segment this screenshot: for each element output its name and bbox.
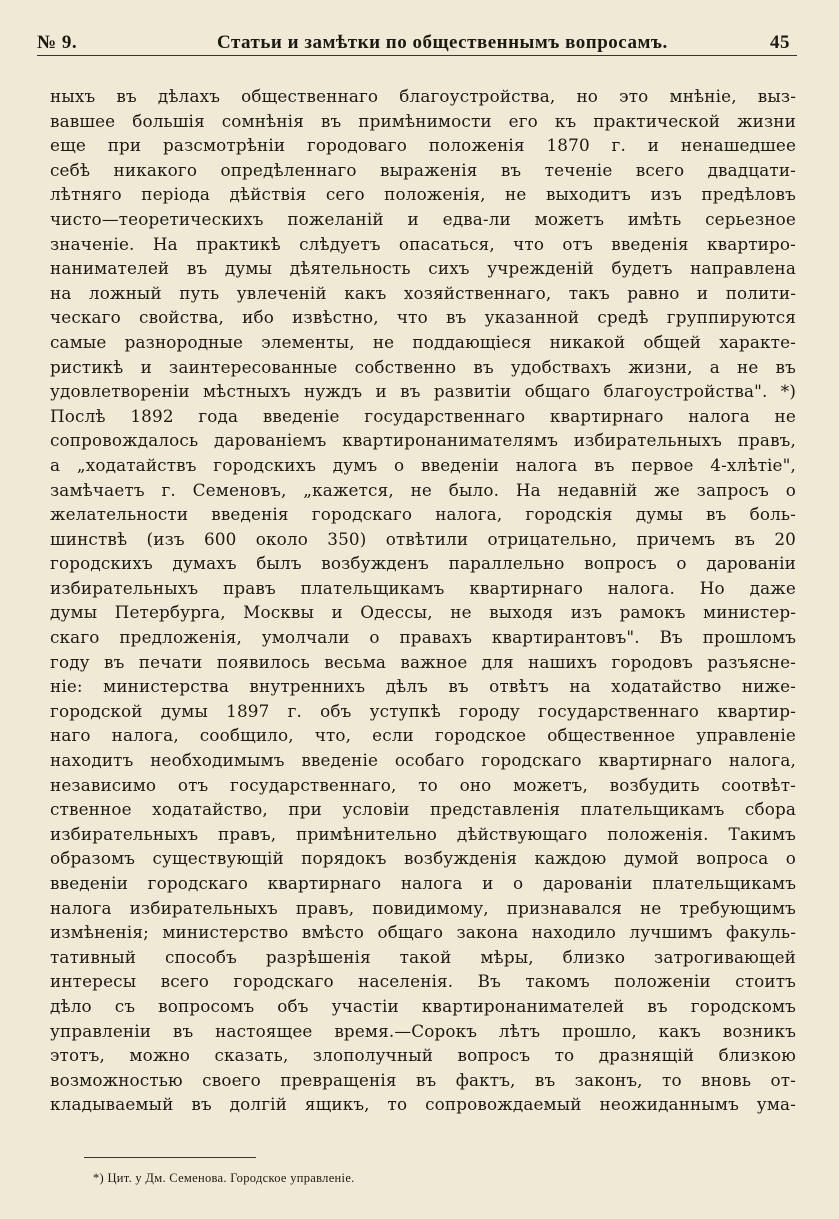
text-line: интересы всего городскаго населенія. Въ такомъ положеніи стоитъ xyxy=(50,971,796,992)
text-line: желательности введенія городскаго налога, городскія думы въ боль- xyxy=(50,504,796,525)
text-line: себѣ никакого опредѣленнаго выраженія въ теченіе всего двадцати- xyxy=(50,159,796,180)
text-line: городской думы 1897 г. объ уступкѣ городу государственнаго квартир- xyxy=(50,700,796,721)
text-line: сопровождалось дарованіемъ квартиронанимателямъ избирательныхъ правъ, xyxy=(50,430,796,451)
text-line: находитъ необходимымъ введеніе особаго городскаго квартирнаго налога, xyxy=(50,750,796,771)
text-line: а „ходатайствъ городскихъ думъ о введеніи налога въ первое 4-хлѣтіе", xyxy=(50,454,796,475)
text-line: вавшее большія сомнѣнія въ примѣнимости его къ практической жизни xyxy=(50,110,796,131)
body-text xyxy=(50,84,796,1117)
footnote: *) Цит. у Дм. Семенова. Городское управленіе. xyxy=(93,1171,355,1185)
text-line: наго налога, сообщило, что, если городское общественное управленіе xyxy=(50,725,797,746)
text-line: на ложный путь увлеченій какъ хозяйственнаго, такъ равно и полити- xyxy=(50,282,797,303)
text-line: ственное ходатайство, при условіи представленія плательщикамъ сбора xyxy=(50,799,797,820)
text-line: году въ печати появилось весьма важное для нашихъ городовъ разъясне- xyxy=(50,651,796,672)
issue-number: № 9. xyxy=(37,32,78,53)
text-line: чисто—теоретическихъ пожеланій и едва-ли можетъ имѣть серьезное xyxy=(50,208,796,229)
text-line: думы Петербурга, Москвы и Одессы, не выходя изъ рамокъ министер- xyxy=(50,602,797,623)
text-line: ческаго свойства, ибо извѣстно, что въ указанной средѣ группируются xyxy=(50,307,797,328)
text-line: шинствѣ (изъ 600 около 350) отвѣтили отрицательно, причемъ въ 20 xyxy=(50,528,797,549)
text-line: избирательныхъ правъ плательщикамъ квартирнаго налога. Но даже xyxy=(50,577,796,598)
text-line: удовлетвореніи мѣстныхъ нуждъ и въ развитіи общаго благоустройства". *) xyxy=(50,381,797,402)
text-line: управленіи въ настоящее время.—Сорокъ лѣтъ прошло, какъ возникъ xyxy=(50,1020,797,1041)
header-rule xyxy=(37,55,797,56)
running-title: Статьи и замѣтки по общественнымъ вопросамъ. xyxy=(217,32,668,53)
text-line: образомъ существующій порядокъ возбужденія каждою думой вопроса о xyxy=(50,848,796,869)
text-line: ристикѣ и заинтересованные собственно въ удобствахъ жизни, а не въ xyxy=(50,356,796,377)
text-line: налога избирательныхъ правъ, повидимому, признавался не требующимъ xyxy=(50,897,796,918)
text-line: независимо отъ государственнаго, то оно можетъ, возбудить соотвѣт- xyxy=(50,774,796,795)
text-line: лѣтняго періода дѣйствія сего положенія, не выходитъ изъ предѣловъ xyxy=(50,184,796,205)
text-line: самые разнородные элементы, не поддающіеся никакой общей характе- xyxy=(50,331,797,352)
text-line: замѣчаетъ г. Семеновъ, „кажется, не было. На недавній же запросъ о xyxy=(50,479,797,500)
text-line: этотъ, можно сказать, злополучный вопросъ то дразнящій близкою xyxy=(50,1045,796,1066)
text-line: избирательныхъ правъ, примѣнительно дѣйствующаго положенія. Такимъ xyxy=(50,823,796,844)
text-line: нанимателей въ думы дѣятельность сихъ учрежденій будетъ направлена xyxy=(50,258,797,279)
text-line: еще при разсмотрѣніи городоваго положенія 1870 г. и ненашедшее xyxy=(50,135,797,156)
text-line: ныхъ въ дѣлахъ общественнаго благоустройства, но это мнѣніе, выз- xyxy=(50,86,797,106)
text-line: кладываемый въ долгій ящикъ, то сопровождаемый неожиданнымъ ума- xyxy=(50,1094,797,1115)
text-line: Послѣ 1892 года введеніе государственнаго квартирнаго налога не xyxy=(50,405,796,426)
text-line: тативный способъ разрѣшенія такой мѣры, близко затрогивающей xyxy=(50,946,797,967)
page-number: 45 xyxy=(770,32,790,53)
text-line: введеніи городскаго квартирнаго налога и о дарованіи плательщикамъ xyxy=(50,873,797,893)
text-line: ніе: министерства внутреннихъ дѣлъ въ отвѣтъ на ходатайство ниже- xyxy=(50,676,796,697)
text-line: городскихъ думахъ былъ возбужденъ параллельно вопросъ о дарованіи xyxy=(50,553,796,574)
text-line: дѣло съ вопросомъ объ участіи квартиронанимателей въ городскомъ xyxy=(50,995,797,1016)
text-line: значеніе. На практикѣ слѣдуетъ опасаться, что отъ введенія квартиро- xyxy=(50,233,796,254)
footnote-rule xyxy=(84,1157,256,1158)
running-header xyxy=(0,0,839,60)
text-line: измѣненія; министерство вмѣсто общаго закона находило лучшимъ факуль- xyxy=(50,922,797,943)
text-line: возможностью своего превращенія въ фактъ, въ законъ, то вновь от- xyxy=(50,1069,796,1090)
text-line: скаго предложенія, умолчали о правахъ квартирантовъ". Въ прошломъ xyxy=(50,627,797,648)
